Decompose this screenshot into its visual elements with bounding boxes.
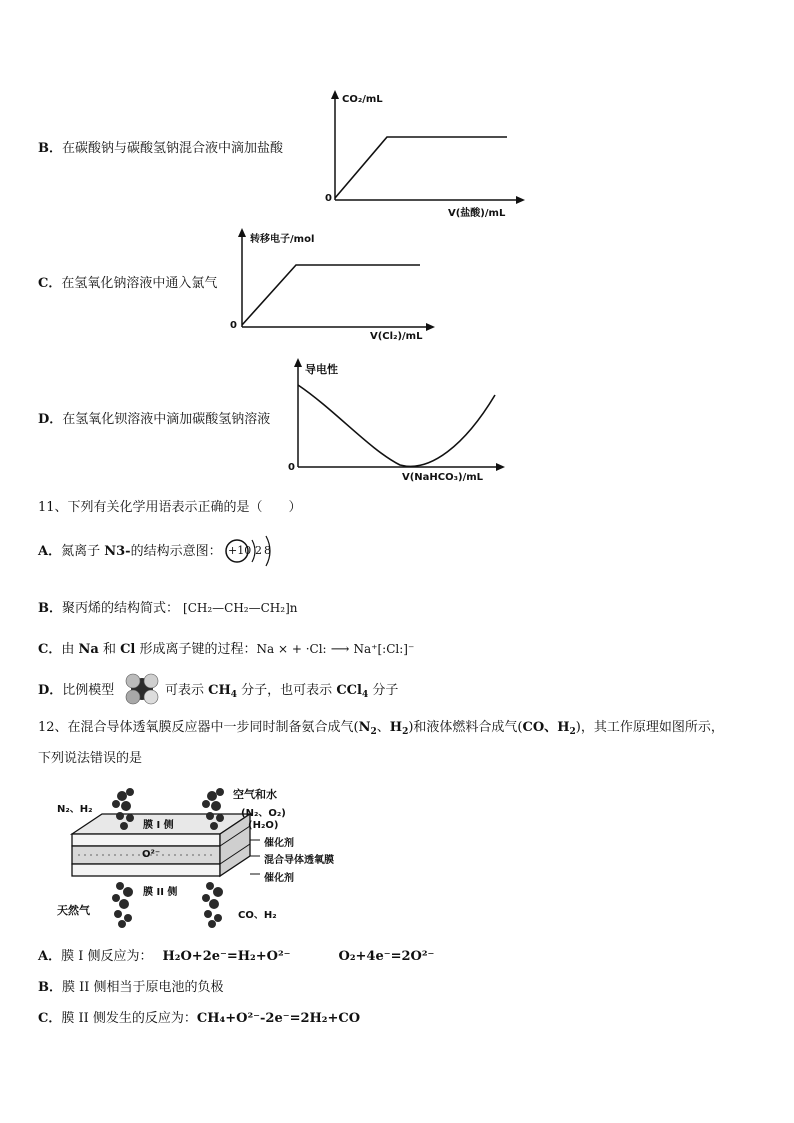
- option-text: 可表示: [165, 683, 209, 698]
- option-12b: [38, 979, 224, 997]
- option-10c: [38, 275, 217, 293]
- option-text: 的结构示意图：: [130, 544, 222, 559]
- diagram-label-oxide-ion: O²⁻: [142, 849, 161, 860]
- shell-electron-count: 2: [255, 544, 262, 557]
- option-letter: D．: [38, 412, 63, 427]
- option-text: 在氢氧化钠溶液中通入氯气: [61, 276, 218, 291]
- shell-electron-count: 8: [264, 544, 271, 557]
- option-text: 由: [61, 642, 79, 657]
- stem-text: )和液体燃料合成气(: [408, 720, 523, 735]
- option-12a: [38, 948, 434, 966]
- formula-ccl4: CCl: [336, 683, 362, 698]
- option-11b: [38, 599, 297, 618]
- reactants: Na × + ·Cl:: [256, 642, 327, 656]
- option-letter: C．: [38, 276, 62, 291]
- x-axis-label: V(NaHCO₃)/mL: [402, 472, 484, 483]
- formula-sub: 2: [402, 727, 409, 737]
- option-letter: B．: [38, 980, 62, 995]
- origin-label: 0: [230, 320, 237, 331]
- products: Na⁺[:Cl:]⁻: [353, 642, 415, 656]
- option-letter: B．: [38, 141, 62, 156]
- option-11c: [38, 640, 414, 659]
- option-letter: B．: [38, 601, 62, 616]
- formula-sub: 2: [370, 727, 377, 737]
- option-text: 膜 II 侧相当于原电池的负极: [62, 980, 224, 995]
- option-10b: [38, 140, 283, 158]
- element-cl: Cl: [120, 642, 136, 657]
- question-11-stem: 11、下列有关化学用语表示正确的是（ ）: [38, 500, 302, 515]
- formula-sub: 2: [569, 727, 576, 737]
- option-text: 膜 II 侧发生的反应为：: [61, 1011, 197, 1026]
- option-text: 分子，也可表示: [237, 683, 337, 698]
- origin-label: 0: [288, 462, 295, 473]
- x-axis-label: V(Cl₂)/mL: [370, 331, 423, 342]
- methane-space-filling-model-icon: [122, 671, 162, 707]
- diagram-label-co-h2: CO、H₂: [238, 910, 277, 921]
- stem-text: 12、在混合导体透氧膜反应器中一步同时制备氨合成气(: [38, 720, 359, 735]
- option-text: 氮离子: [61, 544, 105, 559]
- equation: CH₄+O²⁻-2e⁻=2H₂+CO: [196, 1011, 361, 1026]
- element-na: Na: [78, 642, 99, 657]
- diagram-label-n2-o2: (N₂、O₂): [241, 808, 286, 819]
- y-axis-label: 导电性: [305, 363, 338, 376]
- option-text: 形成离子键的过程：: [135, 642, 257, 657]
- equation: O₂+4e⁻=2O²⁻: [338, 949, 435, 964]
- formula-sub: 4: [361, 690, 369, 700]
- x-axis-label: V(盐酸)/mL: [448, 208, 506, 219]
- formula-sub: 4: [230, 690, 238, 700]
- diagram-label-membrane: 混合导体透氧膜: [264, 855, 334, 866]
- question-12-stem: [38, 719, 724, 741]
- nitrogen-ion: N3-: [104, 544, 131, 559]
- diagram-label-catalyst-bottom: 催化剂: [264, 873, 294, 884]
- diagram-label-membrane-1-side: 膜 I 侧: [143, 820, 174, 831]
- option-letter: D．: [38, 683, 63, 698]
- formula-ch4: CH: [208, 683, 231, 698]
- y-axis-label: 转移电子/mol: [250, 234, 315, 245]
- formula-co: CO、: [522, 720, 558, 735]
- option-11d: [38, 682, 114, 700]
- reaction-arrow: ⟶: [326, 642, 354, 657]
- stem-text: )，其工作原理如图所示，: [575, 720, 724, 735]
- option-text: 在氢氧化钡溶液中滴加碳酸氢钠溶液: [62, 412, 271, 427]
- option-letter: C．: [38, 642, 62, 657]
- formula-h2: H: [389, 720, 403, 735]
- diagram-label-top-left: N₂、H₂: [57, 804, 93, 815]
- y-axis-label: CO₂/mL: [342, 94, 383, 105]
- diagram-label-catalyst-top: 催化剂: [264, 838, 294, 849]
- formula-n2: N: [358, 720, 371, 735]
- nucleus-charge: +10: [228, 544, 252, 557]
- option-text: 比例模型: [62, 683, 115, 698]
- option-text: 聚丙烯的结构简式：: [62, 601, 180, 616]
- option-11d-rest: [165, 682, 398, 704]
- option-letter: A．: [38, 949, 62, 964]
- diagram-label-air-water: 空气和水: [233, 788, 277, 801]
- formula-h2: H: [557, 720, 570, 735]
- option-letter: A．: [38, 544, 62, 559]
- option-10d: [38, 411, 270, 429]
- question-12-stem-line2: 下列说法错误的是: [38, 751, 143, 766]
- stem-text: 、: [376, 720, 390, 735]
- option-letter: C．: [38, 1011, 62, 1026]
- option-text: 分子: [368, 683, 399, 698]
- equation: H₂O+2e⁻=H₂+O²⁻: [162, 949, 291, 964]
- option-text: 膜 I 侧反应为：: [61, 949, 153, 964]
- option-text: 和: [98, 642, 121, 657]
- diagram-label-membrane-2-side: 膜 II 侧: [143, 887, 178, 898]
- option-text: 在碳酸钠与碳酸氢钠混合液中滴加盐酸: [62, 141, 284, 156]
- diagram-label-h2o: (H₂O): [248, 820, 279, 831]
- option-11a: [38, 543, 222, 561]
- diagram-label-natural-gas: 天然气: [57, 904, 90, 917]
- option-12c: [38, 1010, 360, 1028]
- structural-formula: [CH₂—CH₂—CH₂]n: [183, 601, 298, 615]
- origin-label: 0: [325, 193, 332, 204]
